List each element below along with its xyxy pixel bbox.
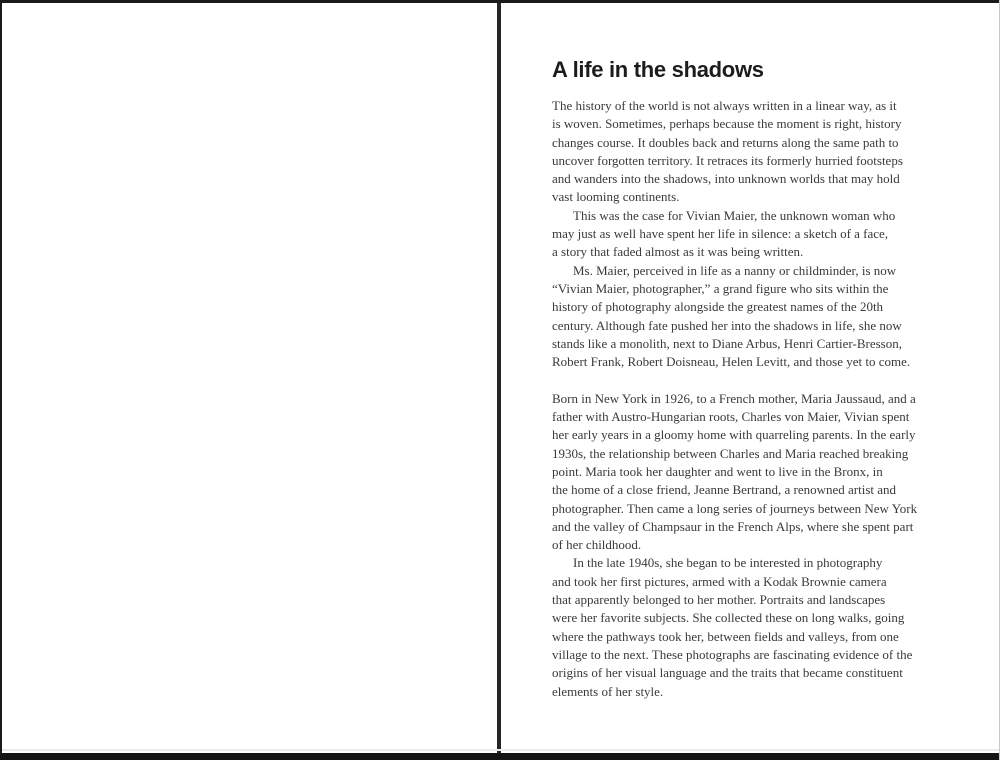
text-line: history of photography alongside the greatest names of the 20th	[552, 299, 884, 315]
paragraph	[552, 262, 982, 372]
text-line: were her favorite subjects. She collected these on long walks, going	[552, 610, 905, 626]
text-line: changes course. It doubles back and returns along the same path to	[552, 134, 899, 150]
text-line: elements of her style.	[552, 683, 664, 699]
page-gutter-divider	[497, 0, 501, 760]
text-line: photographer. Then came a long series of journeys between New York	[552, 500, 918, 516]
text-line: of her childhood.	[552, 537, 642, 553]
text-line: is woven. Sometimes, perhaps because the moment is right, history	[552, 116, 902, 132]
text-line: In the late 1940s, she began to be interested in photography	[573, 555, 883, 571]
text-line: 1930s, the relationship between Charles and Maria reached breaking	[552, 445, 909, 461]
text-line: vast looming continents.	[552, 189, 680, 205]
text-line: that apparently belonged to her mother. Portraits and landscapes	[552, 592, 886, 608]
text-line: father with Austro-Hungarian roots, Charles von Maier, Vivian spent	[552, 409, 910, 425]
body-text	[552, 97, 982, 701]
paragraph	[552, 97, 982, 207]
text-line: origins of her visual language and the traits that became constituent	[552, 665, 903, 681]
frame-border-bottom	[0, 753, 1000, 760]
text-line: the home of a close friend, Jeanne Bertrand, a renowned artist and	[552, 482, 897, 498]
page-heading: A life in the shadows	[552, 56, 764, 82]
text-line: may just as well have spent her life in silence: a sketch of a face,	[552, 226, 889, 242]
text-line: her early years in a gloomy home with quarreling parents. In the early	[552, 427, 916, 443]
text-line: The history of the world is not always written in a linear way, as it	[552, 98, 897, 113]
left-page-blank	[2, 3, 497, 753]
text-line: and the valley of Champsaur in the French Alps, where she spent part	[552, 518, 914, 534]
text-line: Robert Frank, Robert Doisneau, Helen Levitt, and those yet to come.	[552, 354, 911, 370]
text-line: Ms. Maier, perceived in life as a nanny or childminder, is now	[573, 262, 897, 278]
text-line: Born in New York in 1926, to a French mother, Maria Jaussaud, and a	[552, 390, 916, 406]
text-line: and took her first pictures, armed with a Kodak Brownie camera	[552, 573, 887, 589]
page-stack-edge	[2, 749, 999, 751]
paragraph	[552, 207, 982, 262]
right-page	[501, 3, 999, 753]
text-line: stands like a monolith, next to Diane Arbus, Henri Cartier-Bresson,	[552, 335, 902, 351]
frame-border-left	[0, 0, 2, 760]
text-line: and wanders into the shadows, into unknown worlds that may hold	[552, 171, 900, 187]
text-line: “Vivian Maier, photographer,” a grand figure who sits within the	[552, 280, 889, 296]
paragraph	[552, 390, 982, 555]
frame-border-top	[0, 0, 1000, 3]
text-line: where the pathways took her, between fields and valleys, from one	[552, 628, 899, 644]
text-line: point. Maria took her daughter and went to live in the Bronx, in	[552, 463, 883, 479]
text-line: century. Although fate pushed her into the shadows in life, she now	[552, 317, 902, 333]
text-line: village to the next. These photographs are fascinating evidence of the	[552, 646, 913, 662]
paragraph	[552, 554, 982, 700]
text-line: uncover forgotten territory. It retraces its formerly hurried footsteps	[552, 152, 903, 168]
text-line: a story that faded almost as it was being written.	[552, 244, 804, 260]
text-line: This was the case for Vivian Maier, the unknown woman who	[573, 207, 896, 223]
